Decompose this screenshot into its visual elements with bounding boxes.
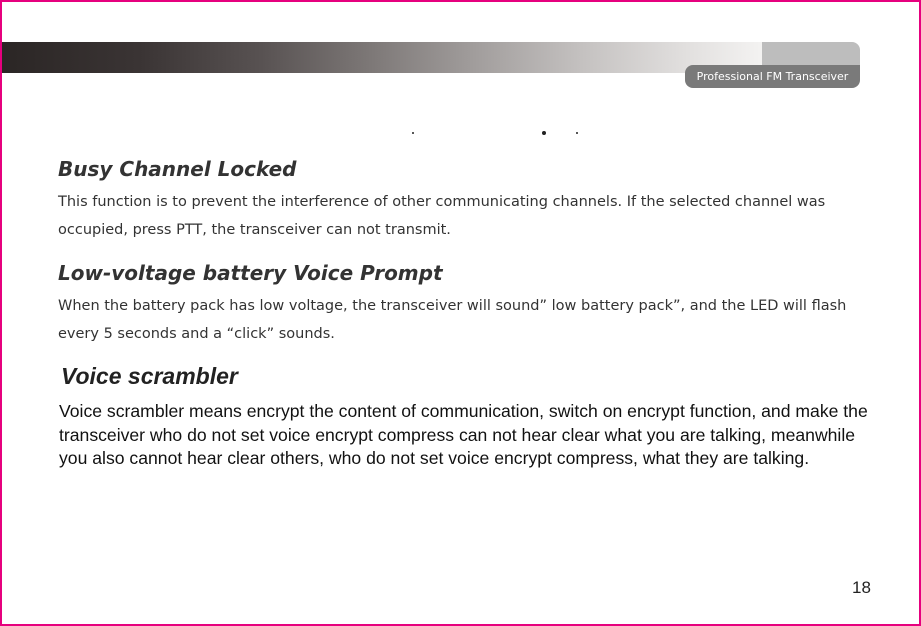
header-gradient-bar [2, 42, 764, 73]
section-title-busy-channel: Busy Channel Locked [58, 157, 297, 181]
dot [576, 132, 578, 134]
section-body-busy-channel: This function is to prevent the interference of other communicating channels. If the selected channel was occupied, press PTT, the transceiver can not transmit. [58, 194, 826, 238]
section-title-low-voltage: Low-voltage battery Voice Prompt [58, 261, 443, 285]
dot [412, 132, 414, 134]
section-body-low-voltage: When the battery pack has low voltage, the transceiver will sound” low battery pack”, and the LED will flash every 5 seconds and a “click” sounds. [58, 298, 847, 342]
header-badge: Professional FM Transceiver [685, 65, 860, 88]
dot [542, 131, 546, 135]
section-title-voice-scrambler: Voice scrambler [61, 363, 238, 389]
header-tab [762, 42, 860, 65]
section-body-voice-scrambler: Voice scrambler means encrypt the content of communication, switch on encrypt function, and make the transceiver who do not set voice encrypt compress can not hear clear what you are talking, meanwhile you also cannot hear clear others, who do not set voice encrypt compress, what they are talking. [59, 401, 868, 468]
page-number: 18 [852, 578, 871, 597]
